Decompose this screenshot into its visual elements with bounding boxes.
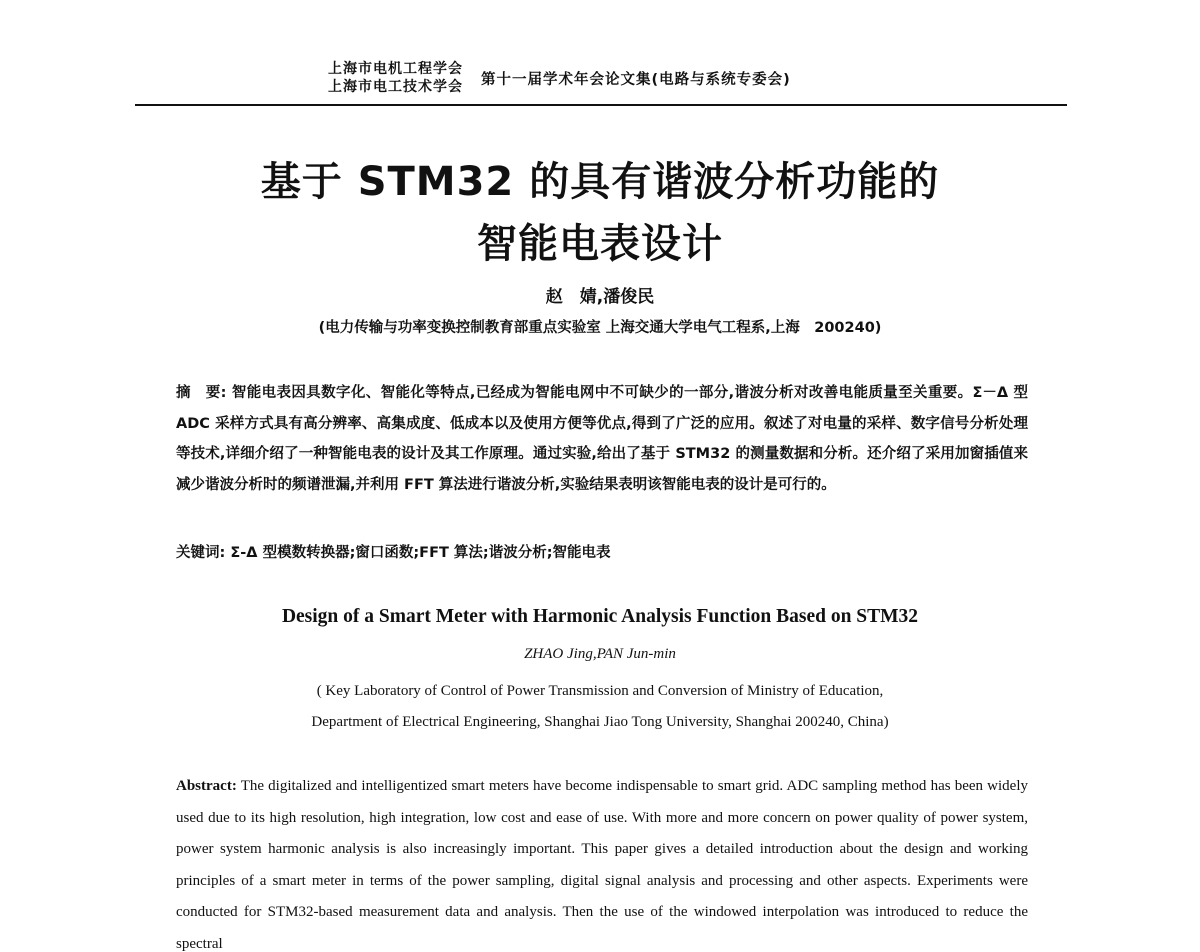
abstract-cn-label: 摘 要: <box>176 385 227 401</box>
abstract-en-text: The digitalized and intelligentized smart meters have become indispensable to smart grid. ADC sampling method has been widely used due to its high resolution, high integration, low cost and ease of use. With more and more concern on power quality of power system, power system harmonic analysis is also increasingly important. This paper gives a detailed introduction about the design and working principles of a smart meter in terms of the power sampling, digital signal analysis and processing and other aspects. Experiments were conducted for STM32-based measurement data and analysis. Then the use of the windowed interpolation was introduced to reduce the spectral <box>176 778 1028 952</box>
abstract-cn-text: 智能电表因具数字化、智能化等特点,已经成为智能电网中不可缺少的一部分,谐波分析对改善电能质量至关重要。Σ－Δ 型 ADC 采样方式具有高分辨率、高集成度、低成本以及使用方便等优点,得到了广泛的应用。叙述了对电量的采样、数字信号分析处理等技术,详细介绍了一种智能电表的设计及其工作原理。通过实验,给出了基于 STM32 的测量数据和分析。还介绍了采用加窗插值来减少谐波分析时的频谱泄漏,并利用 FFT 算法进行谐波分析,实验结果表明该智能电表的设计是可行的。 <box>176 385 1028 493</box>
affiliation-en-line-1: ( Key Laboratory of Control of Power Transmission and Conversion of Ministry of Education, <box>316 683 884 699</box>
affiliation-en-line-2: Department of Electrical Engineering, Shanghai Jiao Tong University, Shanghai 200240, China) <box>311 714 889 730</box>
keywords-cn <box>176 538 1028 568</box>
header-org-2: 上海市电工技术学会 <box>328 79 463 95</box>
abstract-en <box>176 771 1028 952</box>
abstract-en-label: Abstract: <box>176 778 237 794</box>
keywords-cn-label: 关键词: <box>176 545 226 561</box>
abstract-cn <box>176 378 1028 500</box>
affiliation-cn: (电力传输与功率变换控制教育部重点实验室 上海交通大学电气工程系,上海 200240) <box>318 320 882 336</box>
title-cn-line-1: 基于 STM32 的具有谐波分析功能的 <box>260 159 940 205</box>
header-org-1: 上海市电机工程学会 <box>328 61 463 77</box>
authors-cn: 赵 婧,潘俊民 <box>545 287 655 307</box>
header-divider <box>135 104 1067 106</box>
keywords-cn-text: Σ-Δ 型模数转换器;窗口函数;FFT 算法;谐波分析;智能电表 <box>230 545 611 561</box>
title-en: Design of a Smart Meter with Harmonic Analysis Function Based on STM32 <box>281 606 919 627</box>
title-cn-line-2: 智能电表设计 <box>477 221 723 267</box>
affiliation-en <box>0 676 1200 738</box>
running-header <box>328 60 791 96</box>
header-organizations <box>328 60 463 96</box>
authors-en: ZHAO Jing,PAN Jun-min <box>524 646 676 662</box>
header-proceedings-title: 第十一届学术年会论文集(电路与系统专委会) <box>481 71 791 88</box>
